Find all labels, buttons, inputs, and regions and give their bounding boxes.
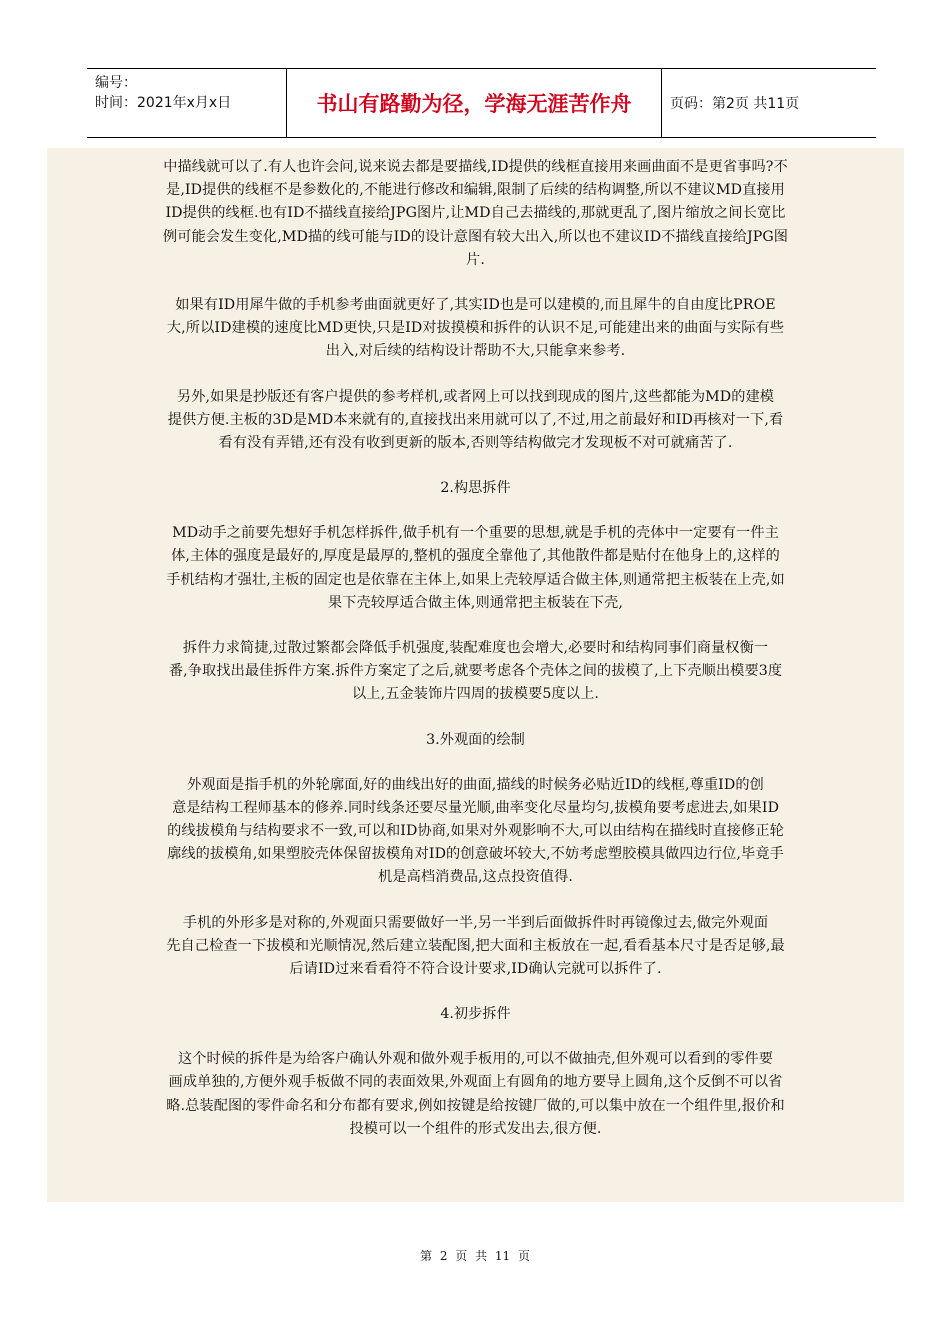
header-page-label: 页码：第2页 共11页: [670, 96, 800, 112]
text-line: ID提供的线框.也有ID不描线直接给JPG图片,让MD自己去描线的,那就更乱了,图片缩放之间长宽比: [165, 205, 786, 222]
text-line: 廓线的拔模角,如果塑胶壳体保留拔模角对ID的创意破坏较大,不妨考虑塑胶模具做四边行位,毕竟手: [167, 846, 784, 863]
text-line: 画成单独的,方便外观手板做不同的表面效果,外观面上有圆角的地方要导上圆角,这个反倒不可以省: [168, 1074, 783, 1091]
text-line: 先自己检查一下拔模和光顺情况,然后建立装配图,把大面和主板放在一起,看看基本尺寸是否足够,最: [166, 937, 785, 954]
time-label: 时间：2021年x月x日: [95, 95, 232, 111]
paragraph-5: [53, 637, 898, 707]
text-line: 另外,如果是抄版还有客户提供的参考样机,或者网上可以找到现成的图片,这些都能为MD的建模: [176, 388, 775, 405]
paragraph-8: [53, 1048, 898, 1141]
header-motto: 书山有路勤为径，学海无涯苦作舟: [287, 69, 662, 137]
paragraph-1: [53, 156, 898, 272]
text-line: 这个时候的拆件是为给客户确认外观和做外观手板用的,可以不做抽壳,但外观可以看到的零件要: [177, 1051, 773, 1068]
text-line: 看有没有弄错,还有没有收到更新的版本,否则等结构做完才发现板不对可就痛苦了.: [218, 435, 733, 452]
section-heading-4: 4.初步拆件: [440, 1006, 511, 1023]
text-line: 投模可以一个组件的形式发出去,很方便.: [349, 1120, 602, 1137]
text-line: 提供方便.主板的3D是MD本来就有的,直接找出来用就可以了,不过,用之前最好和ID再核对一下,看: [167, 411, 784, 428]
text-line: 外观面是指手机的外轮廓面,好的曲线出好的曲面,描线的时候务必贴近ID的线框,尊重ID的创: [187, 776, 764, 793]
text-line: 大,所以ID建模的速度比MD更快,只是ID对拔摸模和拆件的认识不足,可能建出来的曲面与实际有些: [166, 320, 785, 337]
text-line: 机是高档消费品,这点投资值得.: [378, 869, 573, 886]
text-line: 如果有ID用犀牛做的手机参考曲面就更好了,其实ID也是可以建模的,而且犀牛的自由度比PROE: [175, 297, 776, 314]
paragraph-6: [53, 774, 898, 890]
header-meta: [87, 69, 287, 137]
text-line: 片.: [466, 251, 485, 268]
text-line: 手机结构才强壮,主板的固定也是依靠在主体上,如果上壳较厚适合做主体,则通常把主板装在上壳,如: [166, 571, 785, 588]
paragraph-4: [53, 522, 898, 615]
text-line: MD动手之前要先想好手机怎样拆件,做手机有一个重要的思想,就是手机的壳体中一定要有一件主: [172, 525, 779, 542]
text-line: 番,争取找出最佳拆件方案.拆件方案定了之后,就要考虑各个壳体之间的拔模了,上下壳顺出模要3度: [168, 663, 783, 680]
section-heading-3: 3.外观面的绘制: [426, 731, 525, 748]
text-line: 以上,五金装饰片四周的拔模要5度以上.: [352, 686, 599, 703]
text-line: 略.总装配图的零件命名和分布都有要求,例如按键是给按键厂做的,可以集中放在一个组件里,报价和: [166, 1097, 785, 1114]
text-line: 的线拔模角与结构要求不一致,可以和ID协商,如果对外观影响不大,可以由结构在描线时直接修正轮: [167, 823, 784, 840]
page-header: [87, 68, 876, 138]
text-line: 体,主体的强度是最好的,厚度是最厚的,整机的强度全靠他了,其他散件都是贴付在他身上的,这样的: [171, 548, 780, 565]
text-line: 拆件力求简捷,过散过繁都会降低手机强度,装配难度也会增大,必要时和结构同事们商量权衡一: [182, 640, 769, 657]
paragraph-3: [53, 386, 898, 456]
text-line: 后请ID过来看看符不符合设计要求,ID确认完就可以拆件了.: [289, 961, 662, 978]
text-line: 例可能会发生变化,MD描的线可能与ID的设计意图有较大出入,所以也不建议ID不描线直接给JPG图: [162, 228, 789, 245]
paragraph-7: [53, 912, 898, 982]
page-footer: 第 2 页 共 11 页: [420, 1249, 530, 1263]
paragraph-2: [53, 294, 898, 364]
document-body: [47, 148, 904, 1202]
text-line: 果下壳较厚适合做主体,则通常把主板装在下壳,: [328, 594, 623, 611]
text-line: 出入,对后续的结构设计帮助不大,只能拿来参考.: [325, 343, 626, 360]
section-heading-2: 2.构思拆件: [440, 480, 511, 497]
text-line: 是,ID提供的线框不是参数化的,不能进行修改和编辑,限制了后续的结构调整,所以不建议MD直接用: [166, 182, 785, 199]
text-line: 手机的外形多是对称的,外观面只需要做好一半,另一半到后面做拆件时再镜像过去,做完外观面: [182, 914, 769, 931]
number-label: 编号：: [95, 75, 137, 91]
text-line: 中描线就可以了.有人也许会问,说来说去都是要描线,ID提供的线框直接用来画曲面不是更省事吗?不: [163, 159, 788, 175]
text-line: 意是结构工程师基本的修养.同时线条还要尽量光顺,曲率变化尽量均匀,拔模角要考虑进去,如果ID: [171, 799, 780, 816]
